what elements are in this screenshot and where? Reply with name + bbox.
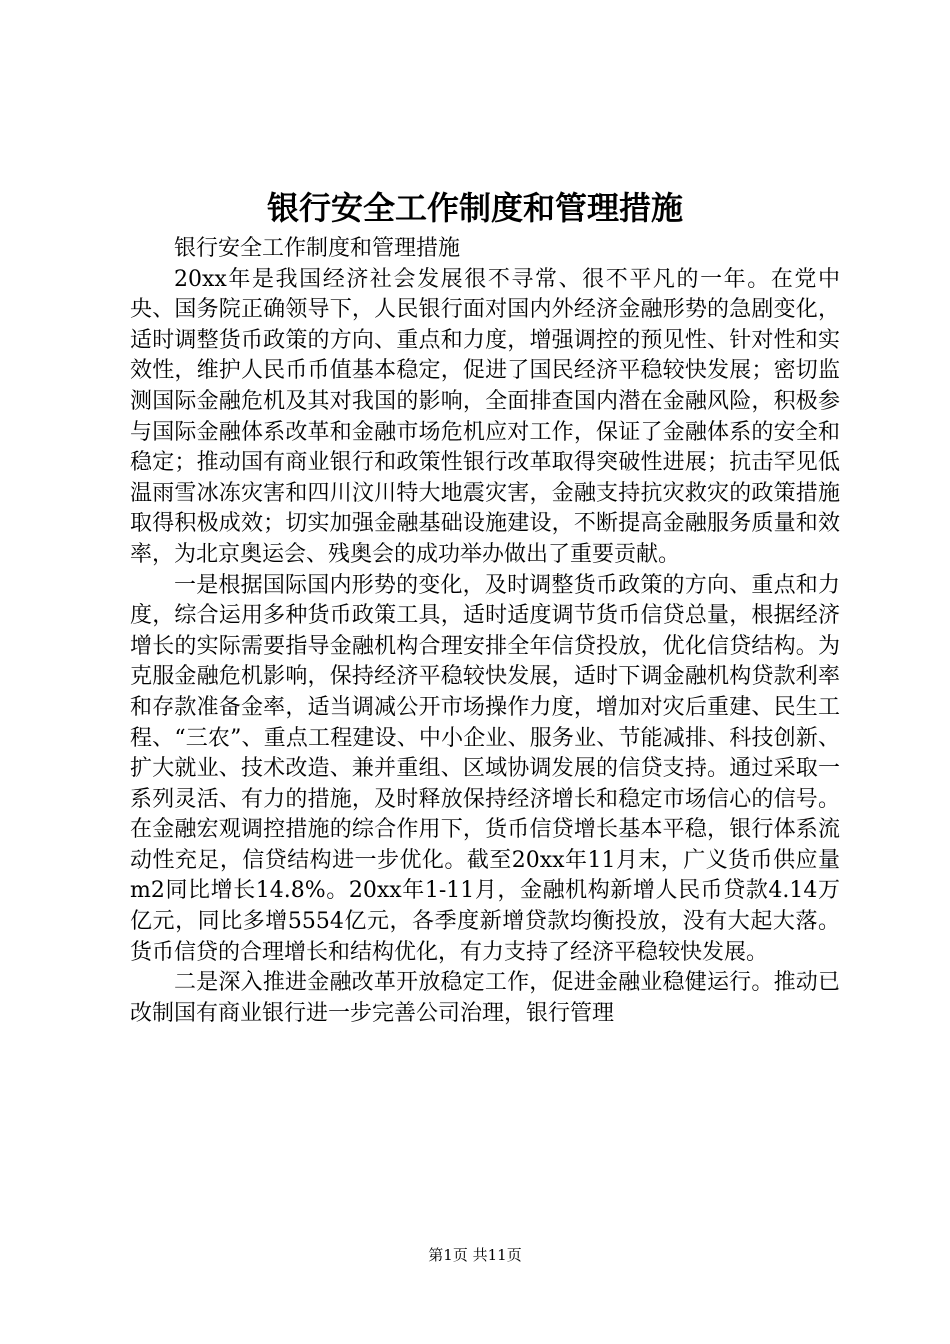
page-number: 第1页 共11页: [428, 1246, 522, 1264]
document-body: [130, 234, 840, 1029]
paragraph-point-one: 一是根据国际国内形势的变化，及时调整货币政策的方向、重点和力度，综合运用多种货币政策工具，适时适度调节货币信贷总量，根据经济增长的实际需要指导金融机构合理安排全年信贷投放，优化信贷结构。为克服金融危机影响，保持经济平稳较快发展，适时下调金融机构贷款利率和存款准备金率，适当调减公开市场操作力度，增加对灾后重建、民生工程、“三农”、重点工程建设、中小企业、服务业、节能减排、科技创新、扩大就业、技术改造、兼并重组、区域协调发展的信贷支持。通过采取一系列灵活、有力的措施，及时释放保持经济增长和稳定市场信心的信号。在金融宏观调控措施的综合作用下，货币信贷增长基本平稳，银行体系流动性充足，信贷结构进一步优化。截至20xx年11月末，广义货币供应量m2同比增长14.8%。20xx年1-11月，金融机构新增人民币贷款4.14万亿元，同比多增5554亿元，各季度新增贷款均衡投放，没有大起大落。货币信贷的合理增长和结构优化，有力支持了经济平稳较快发展。: [130, 572, 840, 965]
paragraph-intro: 20xx年是我国经济社会发展很不寻常、很不平凡的一年。在党中央、国务院正确领导下，人民银行面对国内外经济金融形势的急剧变化，适时调整货币政策的方向、重点和力度，增强调控的预见性、针对性和实效性，维护人民币币值基本稳定，促进了国民经济平稳较快发展；密切监测国际金融危机及其对我国的影响，全面排查国内潜在金融风险，积极参与国际金融体系改革和金融市场危机应对工作，保证了金融体系的安全和稳定；推动国有商业银行和政策性银行改革取得突破性进展；抗击罕见低温雨雪冰冻灾害和四川汶川特大地震灾害，金融支持抗灾救灾的政策措施取得积极成效；切实加强金融基础设施建设，不断提高金融服务质量和效率，为北京奥运会、残奥会的成功举办做出了重要贡献。: [130, 266, 840, 567]
paragraph-subtitle: 银行安全工作制度和管理措施: [174, 236, 461, 261]
paragraph-point-two: 二是深入推进金融改革开放稳定工作，促进金融业稳健运行。推动已改制国有商业银行进一步完善公司治理，银行管理: [130, 970, 840, 1026]
page-title: 银行安全工作制度和管理措施: [266, 189, 683, 227]
